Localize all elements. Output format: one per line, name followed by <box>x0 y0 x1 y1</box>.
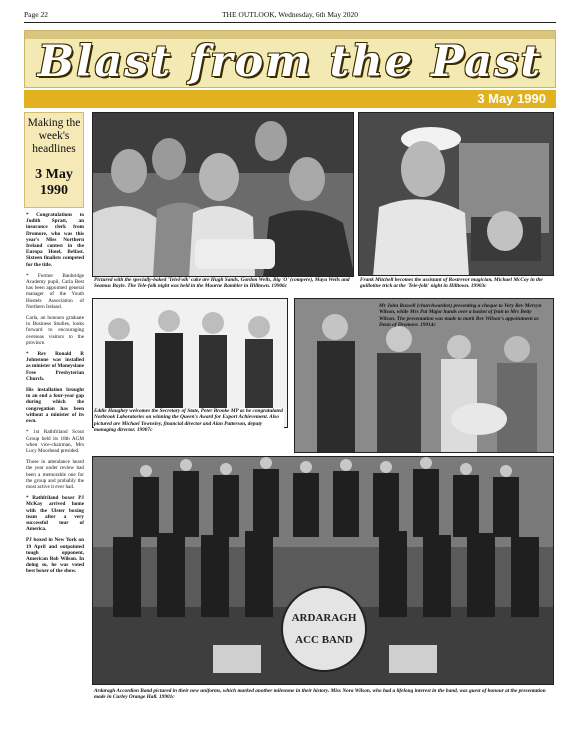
news-item: His installation brought to an end a four-year gap during which the congregation has been without a minister of its own. <box>26 387 84 425</box>
photo-band <box>92 456 554 685</box>
photo-presentation <box>294 298 554 453</box>
news-item: * Rathfriland boxer PJ McKay arrived home with the Ulster boxing team after a very successful tour of America. <box>26 495 84 533</box>
sidebar-items <box>26 212 84 580</box>
header-rule <box>24 22 556 23</box>
caption-norbrook: Eddie Haughey welcomes the Secretary of State, Peter Brooke MP as he congratulated Norbrook Laboratories on winning the Queen's Award for Export Achievement. Also pictured are Michael Townsley, financial director and Alan Patterson, deputy managing director. 19907c <box>94 408 283 434</box>
news-item: * 1st Rathfriland Scout Group held its 18th AGM when vice-chairman, Mrs Lucy Moorhead presided. <box>26 429 84 454</box>
photo-band-image <box>93 457 554 685</box>
sidebar-heading: Making the week's headlines <box>27 117 81 155</box>
caption-presentation: Mr John Russell (churchwarden) presenting a cheque to Very Rev Mervyn Wilson, while Mrs Pat Major hands over a basket of fruit to Mrs Betty Wilson. The presentation was made to mark Rev Wilson's appointment as Dean of Dromore. 19914c <box>379 303 542 329</box>
page-header <box>24 8 556 24</box>
caption-telefolk-cake: Pictured with the specially-baked 'TeleFolk' cake are Hugh Sands, Gordon Wells, Big 'O' (compere), Maya Wells and Seamus Boyle. The Tele-folk night was held in the Mourne Rambler in Hilltown. 19906c <box>94 277 350 290</box>
page-number: Page 22 <box>24 10 48 19</box>
news-item: Those in attendance heard the year under review had been a memorable one for the group and probably the most active it ever had. <box>26 459 84 490</box>
news-item: Carla, an honours graduate in Business Studies, looks forward to encouraging overseas visitors to the province. <box>26 315 84 346</box>
date-band <box>24 90 556 108</box>
caption-magician: Frank Mitchell becomes the assistant of Rostrevor magician, Michael McCoy in the guillotine trick at the 'Tele-folk' night in Hilltown. 19903c <box>360 277 543 290</box>
photo-telefolk-cake-image <box>93 113 354 277</box>
news-item: * Congratulations to Judith Spratt, an insurance clerk from Dromore, who was this year's Miss Northern Ireland contest in the Europa Hotel, Belfast. Sixteen finalists competed for the title. <box>26 212 84 268</box>
sidebar-heading-box <box>24 112 84 208</box>
masthead-title: Blast from the Past <box>37 37 543 87</box>
drum-text-top: ARDARAGH <box>291 612 357 624</box>
publication-line: THE OUTLOOK, Wednesday, 6th May 2020 <box>221 10 359 19</box>
masthead <box>24 30 556 88</box>
news-item: PJ boxed in New York on 19 April and outpointed tough opponent, American Bob Wilson. In doing so, he was voted best boxer of the show. <box>26 537 84 575</box>
caption-band: Ardaragh Accordion Band pictured in their new uniforms, which marked another milestone in their history. Miss Nora Wilson, who had a lifelong interest in the band, was guest of honour at the presentation made in Curley Orange Hall. 19901c <box>94 688 546 701</box>
photo-magician-image <box>359 113 554 276</box>
photo-telefolk-cake <box>92 112 354 277</box>
photo-magician <box>358 112 554 276</box>
news-item: * Former Banbridge Academy pupil, Carla Best has been appointed general manager of the Youth Hostels Association of Northern Ireland. <box>26 272 84 310</box>
masthead-date: 3 May 1990 <box>477 91 546 106</box>
news-item: * Rev Ronald R Johnstone was installed as minister of Moneyslane Free Presbyterian Church. <box>26 351 84 382</box>
sidebar-date: 3 May 1990 <box>35 167 73 198</box>
headlines-sidebar <box>24 112 84 712</box>
drum-text-bottom: ACC BAND <box>295 634 353 646</box>
